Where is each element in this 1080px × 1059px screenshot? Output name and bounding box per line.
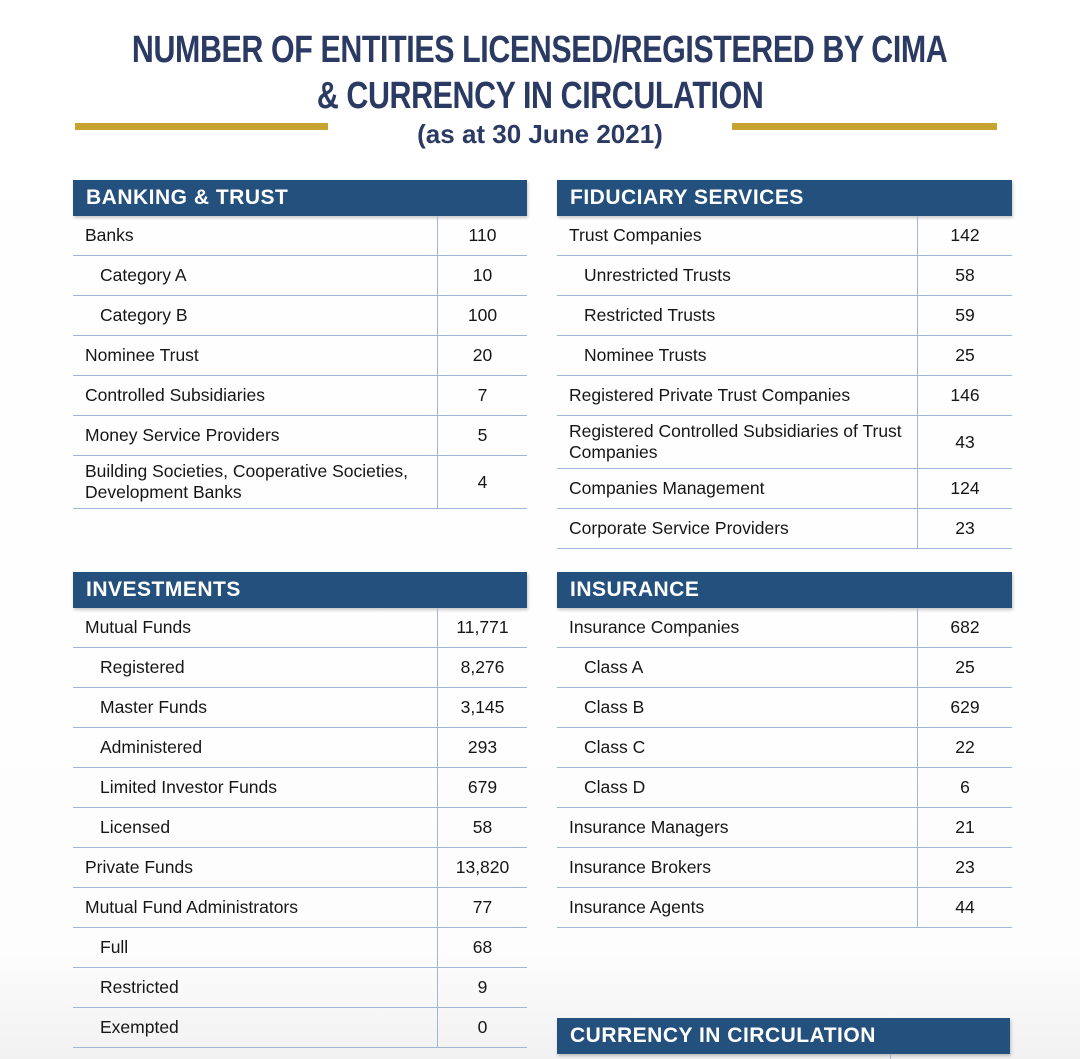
table-row: [557, 336, 1012, 376]
table-row: [557, 768, 1012, 808]
row-value: 22: [917, 728, 1012, 767]
row-value: 4: [437, 456, 527, 508]
table-row: [557, 728, 1012, 768]
table-row: [557, 216, 1012, 256]
row-value: 25: [917, 336, 1012, 375]
row-label: Trust Companies: [569, 225, 702, 245]
row-label: Registered Controlled Subsidiaries of Trust Companies: [569, 421, 902, 462]
table-body-fiduciary-services: [557, 216, 1012, 549]
row-label: Restricted Trusts: [584, 305, 716, 325]
table-row: [73, 456, 527, 509]
row-label: Companies Management: [569, 478, 765, 498]
table-row: [73, 256, 527, 296]
table-row: [557, 688, 1012, 728]
row-value: 58: [437, 808, 527, 847]
row-value: 21: [917, 808, 1012, 847]
table-row: [557, 469, 1012, 509]
row-value: 11,771: [437, 608, 527, 647]
table-row: [557, 256, 1012, 296]
table-row: [557, 808, 1012, 848]
table-row: [557, 648, 1012, 688]
row-value: 0: [437, 1008, 527, 1047]
row-label: Insurance Agents: [569, 897, 705, 917]
row-label: Money Service Providers: [85, 425, 280, 445]
row-label: Category A: [100, 265, 187, 285]
row-label: Registered: [100, 657, 185, 677]
row-label: Registered Private Trust Companies: [569, 385, 851, 405]
row-label: Nominee Trusts: [584, 345, 707, 365]
table-header-currency-in-circulation: CURRENCY IN CIRCULATION: [557, 1018, 1010, 1054]
row-value: 142: [917, 216, 1012, 255]
row-value: 8,276: [437, 648, 527, 687]
row-label: Controlled Subsidiaries: [85, 385, 265, 405]
row-label: Limited Investor Funds: [100, 777, 278, 797]
row-value: 9: [437, 968, 527, 1007]
row-label: Class B: [584, 697, 645, 717]
table-row: [557, 608, 1012, 648]
table-row: [73, 888, 527, 928]
table-row: [73, 648, 527, 688]
row-value: 77: [437, 888, 527, 927]
row-value: 629: [917, 688, 1012, 727]
row-value: 58: [917, 256, 1012, 295]
table-row: [557, 416, 1012, 469]
table-row: [557, 296, 1012, 336]
row-label: Banks: [85, 225, 134, 245]
row-value: 679: [437, 768, 527, 807]
row-value: 43: [917, 416, 1012, 468]
row-label: Exempted: [100, 1017, 179, 1037]
row-label: Insurance Managers: [569, 817, 729, 837]
row-label: Restricted: [100, 977, 179, 997]
table-row: [73, 216, 527, 256]
row-label: Master Funds: [100, 697, 207, 717]
row-label: Unrestricted Trusts: [584, 265, 731, 285]
row-value: 146: [917, 376, 1012, 415]
row-value: 59: [917, 296, 1012, 335]
table-row: [73, 728, 527, 768]
row-value: 7: [437, 376, 527, 415]
table-currency-in-circulation: [557, 1018, 1010, 1059]
table-row: [557, 376, 1012, 416]
page-title-line-2-text: & CURRENCY IN CIRCULATION: [316, 75, 764, 117]
table-row: [73, 336, 527, 376]
row-value: 124: [917, 469, 1012, 508]
row-value: 10: [437, 256, 527, 295]
table-insurance: [557, 572, 1012, 928]
row-label: Insurance Companies: [569, 617, 740, 637]
table-row: [73, 968, 527, 1008]
row-value: 13,820: [437, 848, 527, 887]
row-label: Insurance Brokers: [569, 857, 712, 877]
row-label: Administered: [100, 737, 203, 757]
table-row: [73, 416, 527, 456]
row-value: 3,145: [437, 688, 527, 727]
row-value: [890, 1054, 1010, 1059]
table-row: [557, 848, 1012, 888]
table-body-banking-trust: [73, 216, 527, 509]
table-row: [73, 848, 527, 888]
row-value: 68: [437, 928, 527, 967]
page-subtitle: (as at 30 June 2021): [417, 119, 663, 149]
row-label: Full: [100, 937, 129, 957]
row-label: Nominee Trust: [85, 345, 199, 365]
table-body-currency-in-circulation: [557, 1054, 1010, 1059]
row-label: Class C: [584, 737, 646, 757]
row-value: 23: [917, 509, 1012, 548]
table-body-insurance: [557, 608, 1012, 928]
table-fiduciary-services: [557, 180, 1012, 549]
row-value: 6: [917, 768, 1012, 807]
row-value: 110: [437, 216, 527, 255]
row-label: Building Societies, Cooperative Societies, Development Banks: [85, 461, 408, 502]
row-label: Corporate Service Providers: [569, 518, 789, 538]
table-row: [557, 509, 1012, 549]
row-value: 682: [917, 608, 1012, 647]
table-header-insurance: INSURANCE: [557, 572, 1012, 608]
table-row: [557, 888, 1012, 928]
gold-divider-right: [732, 123, 997, 130]
table-row: [557, 1054, 1010, 1059]
table-body-investments: [73, 608, 527, 1048]
row-label: Licensed: [100, 817, 171, 837]
table-row: [73, 688, 527, 728]
table-row: [73, 296, 527, 336]
row-value: 23: [917, 848, 1012, 887]
row-value: 20: [437, 336, 527, 375]
table-row: [73, 768, 527, 808]
table-header-fiduciary-services: FIDUCIARY SERVICES: [557, 180, 1012, 216]
table-row: [73, 376, 527, 416]
row-label: Class A: [584, 657, 644, 677]
table-investments: [73, 572, 527, 1048]
table-header-investments: INVESTMENTS: [73, 572, 527, 608]
row-label: Mutual Fund Administrators: [85, 897, 299, 917]
table-row: [73, 928, 527, 968]
row-label: Class D: [584, 777, 646, 797]
row-label: [557, 1054, 890, 1059]
table-header-banking-trust: BANKING & TRUST: [73, 180, 527, 216]
table-banking-trust: [73, 180, 527, 509]
table-row: [73, 1008, 527, 1048]
row-value: 5: [437, 416, 527, 455]
page-title-line-2: [0, 76, 1080, 118]
page-title-line-1-text: NUMBER OF ENTITIES LICENSED/REGISTERED BY CIMA: [132, 29, 948, 71]
page-title-line-1: [0, 30, 1080, 72]
row-value: 100: [437, 296, 527, 335]
table-row: [73, 808, 527, 848]
row-label: Mutual Funds: [85, 617, 192, 637]
row-value: 44: [917, 888, 1012, 927]
table-row: [73, 608, 527, 648]
row-value: 25: [917, 648, 1012, 687]
row-label: Category B: [100, 305, 188, 325]
row-label: Private Funds: [85, 857, 193, 877]
row-value: 293: [437, 728, 527, 767]
